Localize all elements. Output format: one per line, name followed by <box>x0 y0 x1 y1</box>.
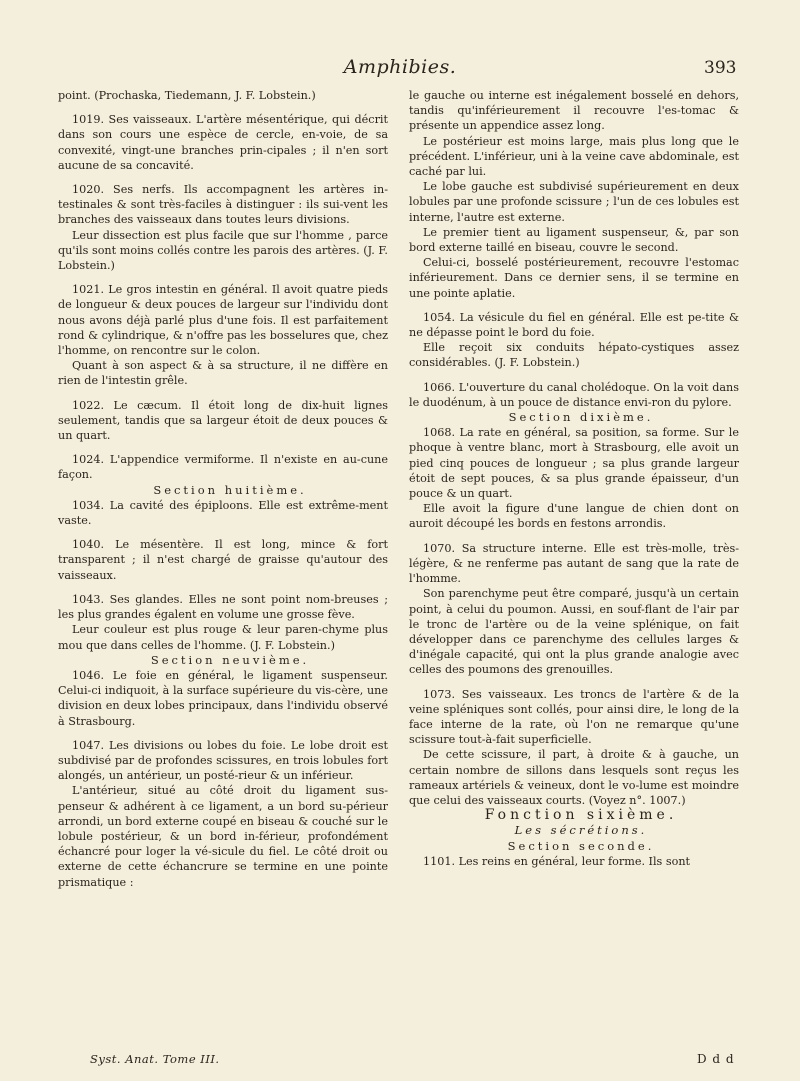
paragraph: 1047. Les divisions ou lobes du foie. Le lobe droit est subdivisé par de profondes scissures, en trois lobules fort alongés, un antérieur, un posté-rieur & un inférieur. <box>58 738 388 783</box>
section-heading: Section huitième. <box>153 482 307 497</box>
paragraph: 1043. Ses glandes. Elles ne sont point nom-breuses ; les plus grandes égalent en volume une grosse fève. <box>58 592 388 622</box>
paragraph: L'antérieur, situé au côté droit du ligament sus-penseur & adhérent à ce ligament, a un bord su-périeur arrondi, un bord externe coupé en biseau & couché sur le lobule postérieur, & un bord in-férieur, profondément échancré pour loger la vé-sicule du fiel. Le côté droit ou externe de cette échancrure se termine en une pointe prismatique : <box>58 784 388 889</box>
paragraph: le gauche ou interne est inégalement bosselé en dehors, tandis qu'inférieurement il recouvre l'es-tomac & présente un appendice assez long. <box>409 89 739 133</box>
paragraph: 1019. Ses vaisseaux. L'artère mésentérique, qui décrit dans son cours une espèce de cercle, en-voie, de sa convexité, vingt-une branches prin-cipales ; il n'en sort aucune de sa concavité. <box>58 113 388 172</box>
left-column <box>58 88 388 890</box>
paragraph: Le postérieur est moins large, mais plus long que le précédent. L'inférieur, uni à la veine cave abdominale, est caché par lui. <box>409 134 739 179</box>
paragraph: Leur dissection est plus facile que sur l'homme , parce qu'ils sont moins collés contre les parois des artères. (J. F. Lobstein.) <box>58 228 388 273</box>
paragraph: De cette scissure, il part, à droite & à gauche, un certain nombre de sillons dans lesquels sont reçus les rameaux artériels & veineux, dont le vo-lume est moindre que celui des vaisseaux courts. (Voyez n°. 1007.) <box>409 748 739 807</box>
paragraph: 1073. Ses vaisseaux. Les troncs de l'artère & de la veine spléniques sont collés, pour ainsi dire, le long de la face interne de la rate, où l'on ne remarque qu'une scissure tout-à-fait superficielle. <box>409 687 739 747</box>
paragraph: 1054. La vésicule du fiel en général. Elle est pe-tite & ne dépasse point le bord du foie. <box>409 310 739 340</box>
paragraph: Le lobe gauche est subdivisé supérieurement en deux lobules par une profonde scissure ; l'un de ces lobules est interne, l'autre est externe. <box>409 180 739 224</box>
paragraph: 1020. Ses nerfs. Ils accompagnent les artères in-testinales & sont très-faciles à distinguer : ils sui-vent les branches des vaisseaux dans toutes leurs divisions. <box>58 183 388 227</box>
paragraph: Elle reçoit six conduits hépato-cystiques assez considérables. (J. F. Lobstein.) <box>409 341 739 370</box>
section-heading: Section neuvième. <box>150 652 310 667</box>
signature-title: Syst. Anat. Tome III. <box>90 1052 220 1066</box>
paragraph: 1101. Les reins en général, leur forme. Ils sont <box>423 854 691 868</box>
paragraph: 1068. La rate en général, sa position, sa forme. Sur le phoque à ventre blanc, mort à Strasbourg, elle avoit un pied cinq pouces de longueur ; sa plus grande largeur étoit de sept pouces, & sa plus grande épaisseur, d'un pouce & un quart. <box>409 426 739 501</box>
paragraph: 1021. Le gros intestin en général. Il avoit quatre pieds de longueur & deux pouces de largeur sur l'individu dont nous avons déjà parlé plus d'une fois. Il est parfaitement rond & cylindrique, & n'offre pas les bosselures que, chez l'homme, on rencontre sur le colon. <box>58 283 388 358</box>
running-title: Amphibies. <box>343 56 457 78</box>
paragraph: 1046. Le foie en général, le ligament suspenseur. Celui-ci indiquoit, à la surface supérieure du vis-cère, une division en deux lobes principaux, dans l'individu observé à Strasbourg. <box>58 668 388 728</box>
paragraph: 1022. Le cæcum. Il étoit long de dix-huit lignes seulement, tandis que sa largeur étoit de deux pouces & un quart. <box>58 398 388 443</box>
right-column <box>409 88 739 869</box>
sub-heading: Les sécrétions. <box>514 823 648 838</box>
section-heading: Section seconde. <box>507 838 655 853</box>
paragraph: 1024. L'appendice vermiforme. Il n'existe en au-cune façon. <box>58 453 388 482</box>
section-heading: Section dixième. <box>508 410 654 425</box>
signature-mark: D d d <box>697 1052 735 1066</box>
paragraph: 1034. La cavité des épiploons. Elle est extrême-ment vaste. <box>58 498 388 528</box>
function-heading: Fonction sixième. <box>484 807 678 824</box>
paragraph: 1040. Le mésentère. Il est long, mince & fort transparent ; il n'est chargé de graisse qu'autour des vaisseaux. <box>58 538 388 582</box>
paragraph: Quant à son aspect & à sa structure, il ne diffère en rien de l'intestin grêle. <box>58 359 388 388</box>
paragraph: Elle avoit la figure d'une langue de chien dont on auroit découpé les bords en festons arrondis. <box>409 502 739 531</box>
paragraph: 1070. Sa structure interne. Elle est très-molle, très-légère, & ne renferme pas autant de sang que la rate de l'homme. <box>409 541 739 586</box>
paragraph: 1066. L'ouverture du canal cholédoque. On la voit dans le duodénum, à un pouce de distance envi-ron du pylore. <box>409 380 739 409</box>
paragraph: Le premier tient au ligament suspenseur, &, par son bord externe taillé en biseau, couvre le second. <box>409 225 739 255</box>
paragraph: Leur couleur est plus rouge & leur paren-chyme plus mou que dans celles de l'homme. (J. F. Lobstein.) <box>58 623 388 652</box>
paragraph: Celui-ci, bosselé postérieurement, recouvre l'estomac inférieurement. Dans ce dernier sens, il se termine en une pointe aplatie. <box>409 256 739 300</box>
page-number: 393 <box>704 58 737 78</box>
paragraph: Son parenchyme peut être comparé, jusqu'à un certain point, à celui du poumon. Aussi, en souf-flant de l'air par le tronc de l'artère ou de la veine splénique, on fait développer dans ce parenchyme des cellules larges & d'inégale capacité, qui ont la plus grande analogie avec celles des poumons des grenouilles. <box>409 587 739 677</box>
paragraph: point. (Prochaska, Tiedemann, J. F. Lobstein.) <box>58 89 316 102</box>
